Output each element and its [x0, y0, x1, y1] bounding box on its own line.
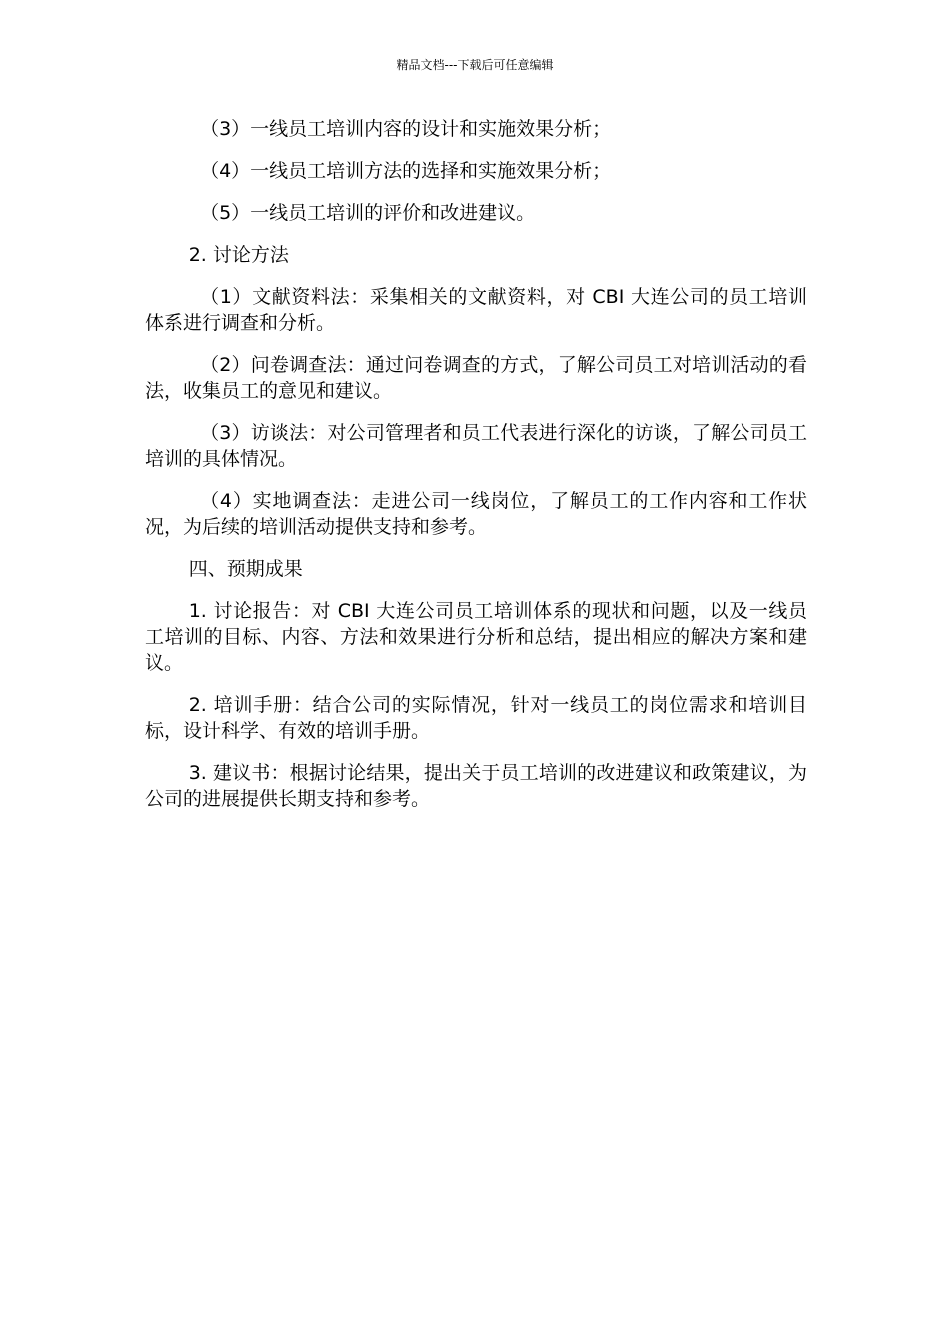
- section-heading-expected-results: 四、预期成果: [188, 558, 303, 580]
- method-interview: （3）访谈法：对公司管理者和员工代表进行深化的访谈，了解公司员工培训的具体情况。: [145, 422, 807, 470]
- page-header: 精品文档---下载后可任意编辑: [396, 58, 554, 72]
- list-item-evaluation: （5）一线员工培训的评价和改进建议。: [200, 202, 536, 224]
- method-literature: （1）文献资料法：采集相关的文献资料，对 CBI 大连公司的员工培训体系进行调查和分析。: [145, 286, 807, 334]
- method-field-survey: （4）实地调查法：走进公司一线岗位，了解员工的工作内容和工作状况，为后续的培训活动提供支持和参考。: [145, 490, 807, 538]
- result-proposal: 3. 建议书：根据讨论结果，提出关于员工培训的改进建议和政策建议，为公司的进展提供长期支持和参考。: [145, 762, 807, 810]
- list-item-method-selection: （4）一线员工培训方法的选择和实施效果分析；: [200, 160, 612, 182]
- list-item-content-design: （3）一线员工培训内容的设计和实施效果分析；: [200, 118, 612, 140]
- result-report: 1. 讨论报告：对 CBI 大连公司员工培训体系的现状和问题，以及一线员工培训的目标、内容、方法和效果进行分析和总结，提出相应的解决方案和建议。: [145, 600, 807, 674]
- method-questionnaire: （2）问卷调查法：通过问卷调查的方式，了解公司员工对培训活动的看法，收集员工的意见和建议。: [145, 354, 807, 402]
- document-body: [145, 116, 807, 828]
- section-heading-discussion-methods: 2. 讨论方法: [188, 244, 289, 266]
- result-training-manual: 2. 培训手册：结合公司的实际情况，针对一线员工的岗位需求和培训目标，设计科学、有效的培训手册。: [145, 694, 807, 742]
